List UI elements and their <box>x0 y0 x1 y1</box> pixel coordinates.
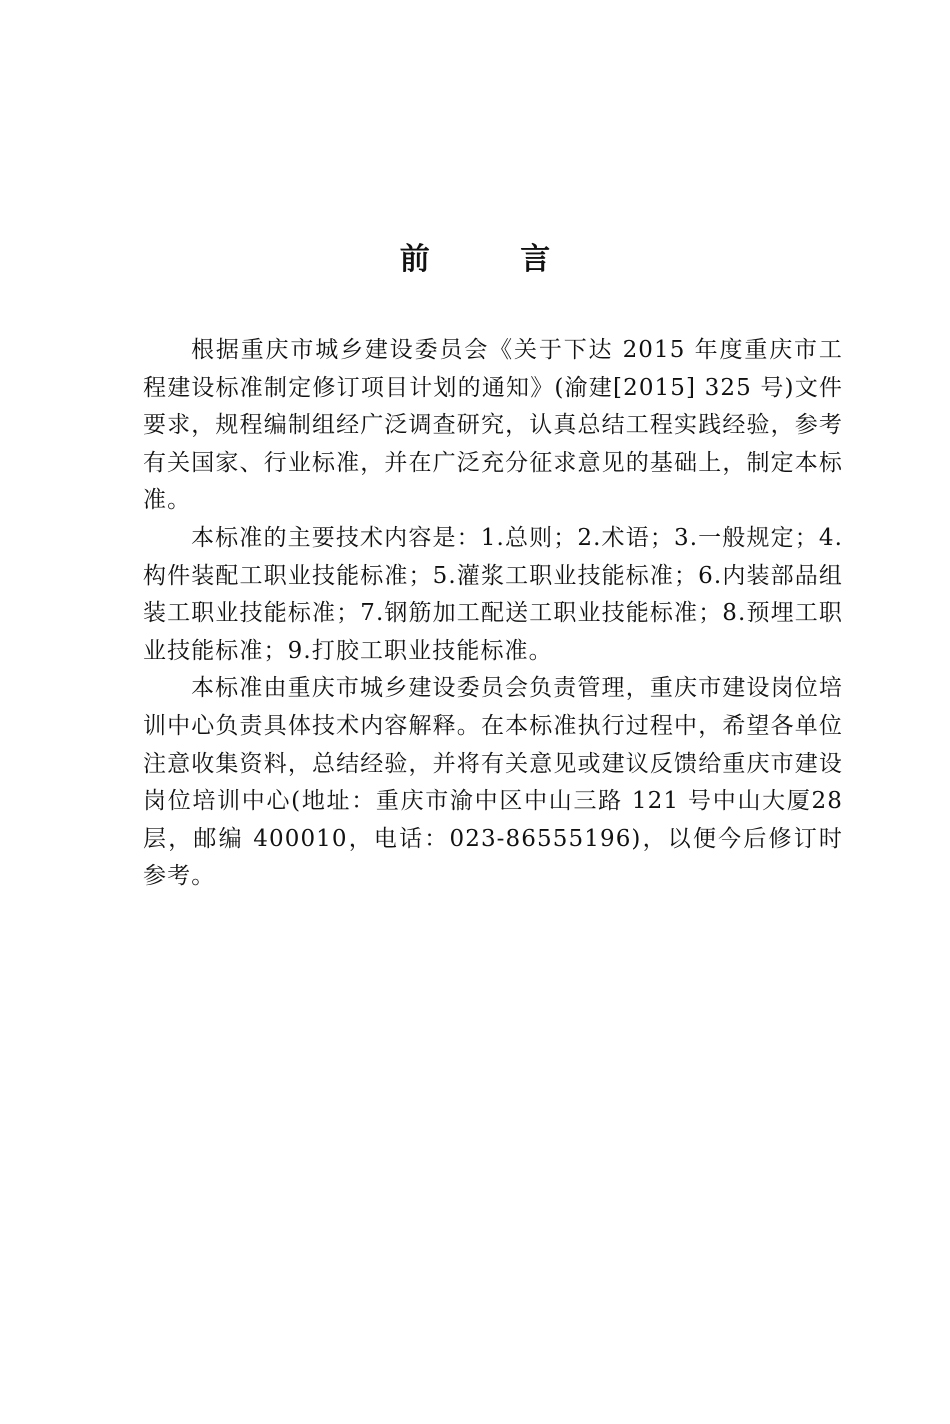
preface-paragraph-1: 根据重庆市城乡建设委员会《关于下达 2015 年度重庆市工程建设标准制定修订项目计划的通知》(渝建[2015] 325 号)文件要求，规程编制组经广泛调查研究，认真总结工程实践经验，参考有关国家、行业标准，并在广泛充分征求意见的基础上，制定本标准。 <box>143 337 843 514</box>
preface-paragraph-2: 本标准的主要技术内容是：1.总则；2.术语；3.一般规定；4.构件装配工职业技能标准；5.灌浆工职业技能标准；6.内装部品组装工职业技能标准；7.钢筋加工配送工职业技能标准；8.预埋工职业技能标准；9.打胶工职业技能标准。 <box>143 524 843 664</box>
preface-paragraph-3: 本标准由重庆市城乡建设委员会负责管理，重庆市建设岗位培训中心负责具体技术内容解释。在本标准执行过程中，希望各单位注意收集资料，总结经验，并将有关意见或建议反馈给重庆市建设岗位培训中心(地址：重庆市渝中区中山三路 121 号中山大厦28层，邮编 400010，电话：023-86555196)，以便今后修订时参考。 <box>143 675 843 890</box>
preface-body <box>143 332 843 896</box>
page-title: 前 言 <box>399 242 591 277</box>
